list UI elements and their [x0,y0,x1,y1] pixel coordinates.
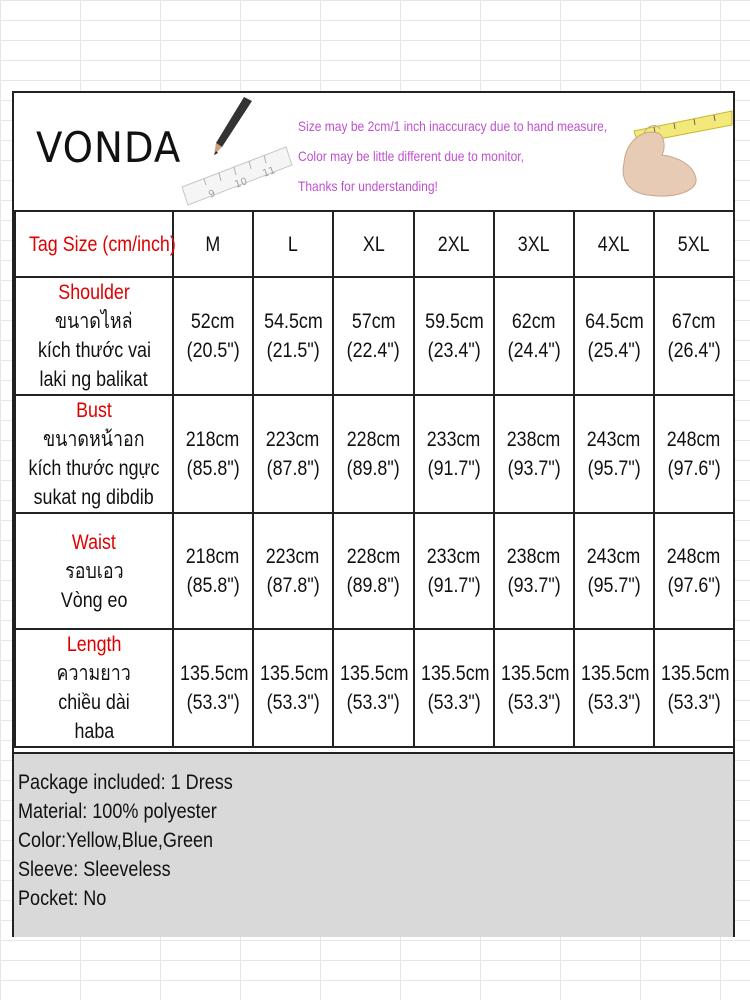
measurement-cell: 243cm (95.7") [574,395,654,513]
row-label-cell: Length ความยาว chiều dài haba [15,629,173,747]
product-info-panel [14,752,733,937]
size-header-cell: L [253,211,333,277]
measurement-cell: 233cm (91.7") [414,513,494,629]
table-row-shoulder [15,277,734,395]
measurement-cell: 135.5cm (53.3") [654,629,734,747]
svg-text:9: 9 [207,188,218,201]
size-header-cell: 2XL [414,211,494,277]
measurement-cell: 238cm (93.7") [494,513,574,629]
size-header-cell: M [173,211,253,277]
ruler-pencil-illustration [174,95,294,207]
measurement-cell: 228cm (89.8") [333,395,414,513]
info-line: Sleeve: Sleeveless [18,858,171,881]
measurement-cell: 57cm (22.4") [333,277,414,395]
measurement-cell: 223cm (87.8") [253,513,333,629]
size-table [14,210,735,748]
measurement-cell: 248cm (97.6") [654,395,734,513]
header-banner [14,93,733,212]
table-row-length [15,629,734,747]
measurement-cell: 135.5cm (53.3") [173,629,253,747]
table-row-waist [15,513,734,629]
measurement-cell: 243cm (95.7") [574,513,654,629]
note-line: Thanks for understanding! [298,178,438,194]
size-header-cell: 4XL [574,211,654,277]
measurement-cell: 238cm (93.7") [494,395,574,513]
row-label-cell: Bust ขนาดหน้าอก kích thước ngực sukat ng dibdib [15,395,173,513]
measurement-cell: 218cm (85.8") [173,513,253,629]
measurement-cell: 52cm (20.5") [173,277,253,395]
header-label-cell: Tag Size (cm/inch) [15,211,173,277]
measurement-cell: 67cm (26.4") [654,277,734,395]
info-line: Package included: 1 Dress [18,771,233,794]
measurement-cell: 228cm (89.8") [333,513,414,629]
measurement-cell: 218cm (85.8") [173,395,253,513]
measurement-cell: 135.5cm (53.3") [253,629,333,747]
brand-logo: VONDA [36,123,182,172]
measurement-cell: 223cm (87.8") [253,395,333,513]
svg-text:10: 10 [233,176,249,191]
size-header-cell: 5XL [654,211,734,277]
svg-text:11: 11 [261,165,277,180]
size-header-cell: XL [333,211,414,277]
measurement-cell: 135.5cm (53.3") [574,629,654,747]
size-header-cell: 3XL [494,211,574,277]
measurement-cell: 135.5cm (53.3") [414,629,494,747]
measurement-notes [298,111,607,201]
size-header-row [15,211,734,277]
note-line: Color may be little different due to monitor, [298,148,524,164]
note-line: Size may be 2cm/1 inch inaccuracy due to hand measure, [298,118,608,134]
measurement-cell: 59.5cm (23.4") [414,277,494,395]
measurement-cell: 54.5cm (21.5") [253,277,333,395]
info-line: Color:Yellow,Blue,Green [18,829,214,852]
measurement-cell: 233cm (91.7") [414,395,494,513]
measurement-cell: 64.5cm (25.4") [574,277,654,395]
measurement-cell: 248cm (97.6") [654,513,734,629]
measurement-cell: 62cm (24.4") [494,277,574,395]
info-line: Pocket: No [18,887,107,910]
table-row-bust [15,395,734,513]
measurement-cell: 135.5cm (53.3") [333,629,414,747]
hand-tape-measure-illustration [604,103,733,203]
row-label-cell: Shoulder ขนาดไหล่ kích thước vai laki ng balikat [15,277,173,395]
measurement-cell: 135.5cm (53.3") [494,629,574,747]
info-line: Material: 100% polyester [18,800,217,823]
size-chart-sheet [12,91,735,937]
row-label-cell: Waist รอบเอว Vòng eo [15,513,173,629]
